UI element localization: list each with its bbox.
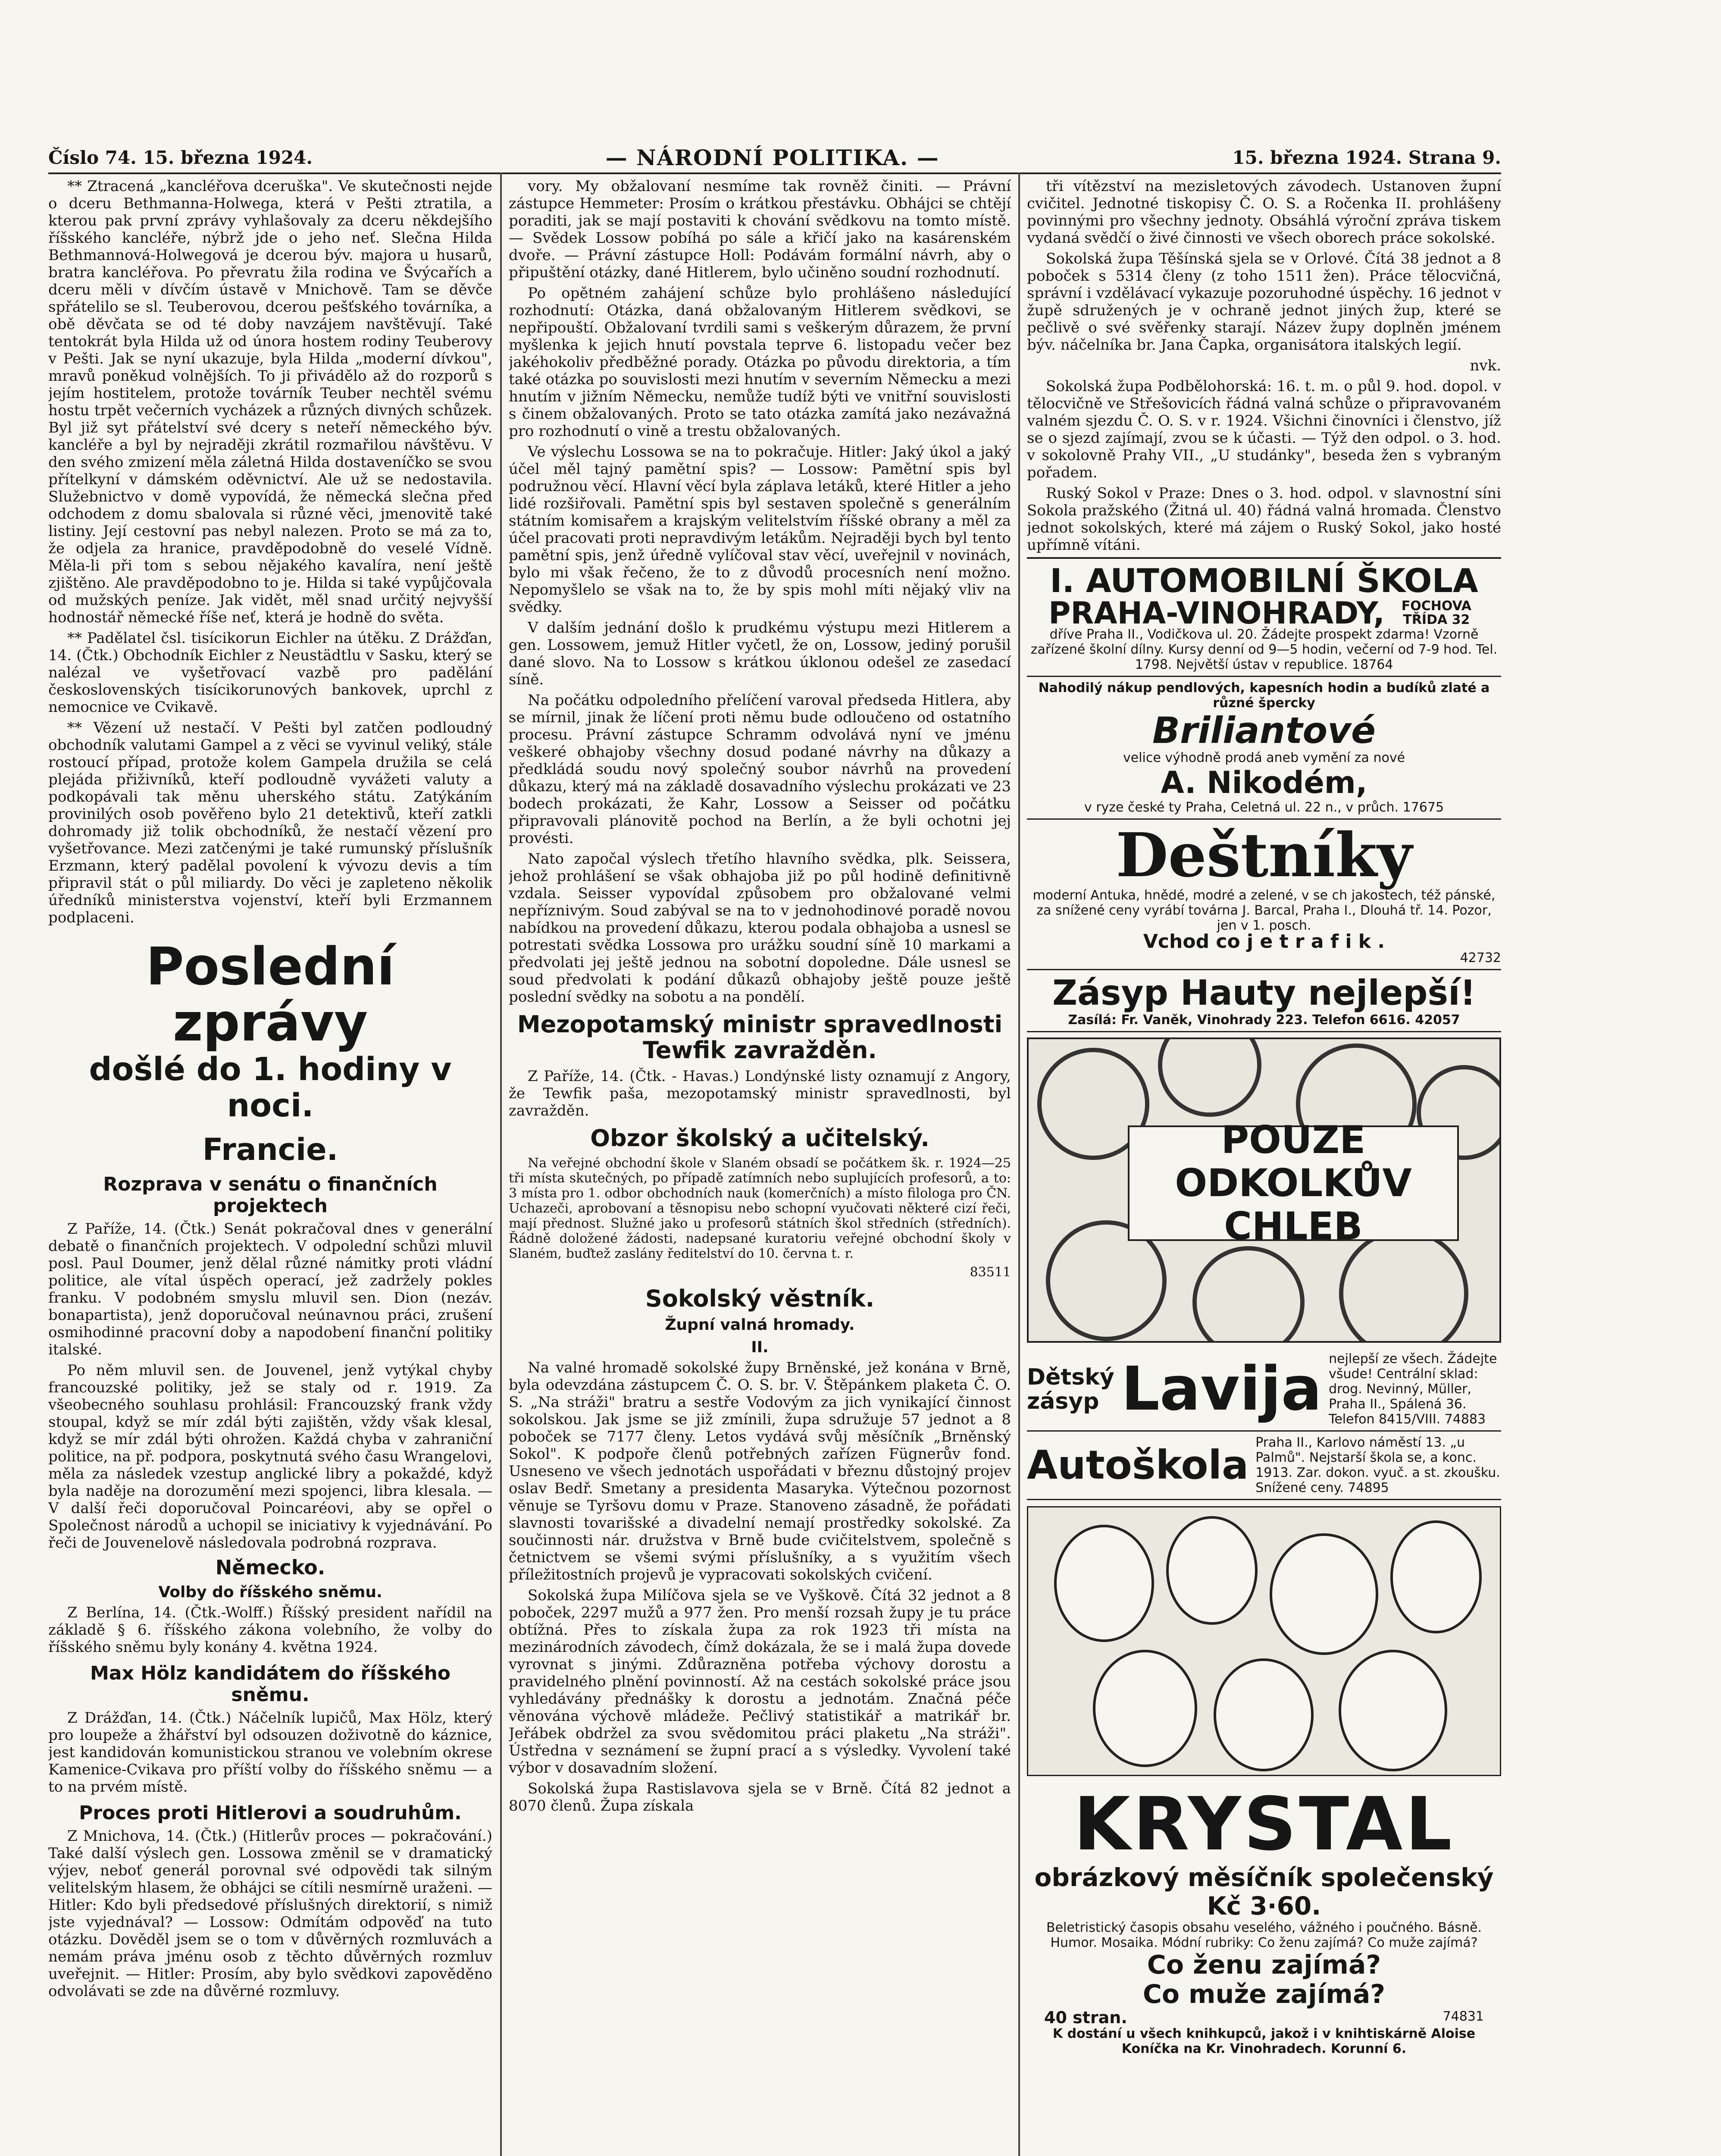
ad-title: Briliantové — [1152, 709, 1376, 752]
column-rule — [1018, 172, 1020, 2156]
ad-autoskola — [1027, 1432, 1501, 1500]
ad-word: CHLEB — [1224, 1204, 1363, 1248]
ad-line: Nahodilý nákup pendlových, kapesních hodin a budíků zlaté a různé špercky — [1038, 680, 1490, 711]
ad-entrance: Vchod co j e t r a f i k . — [1143, 931, 1385, 953]
header-date-page: 15. března 1924. Strana 9. — [1232, 147, 1501, 168]
article-headline: Rozprava v senátu o finančních projektech — [103, 1173, 438, 1217]
ad-powder-hauty — [1027, 970, 1501, 1032]
ad-number: 42732 — [1460, 950, 1501, 965]
ad-umbrellas — [1027, 820, 1501, 970]
ad-number: 74831 — [1443, 2009, 1484, 2024]
banner-title: Poslední zprávy — [146, 937, 395, 1053]
ad-krystal — [1027, 1782, 1501, 2060]
article-text: Sokolská župa Podbělohorská: 16. t. m. o půl 9. hod. dopol. v tělocvičně ve Střešovicích řádná valná schůze o připravovaném valném sjezdu Č. O. S. v r. 1924. Všichni činovníci i členstvo, jíž se o sjezd zajímají, zvou se k účasti. — Týž den odpol. o 3. hod. v sokolovně Prahy VII., „U studánky", beseda žen s vybraným pořadem. — [1027, 378, 1501, 481]
article-text: Po opětném zahájení schůze bylo prohlášeno následující rozhodnutí: Otázka, daná obžalovaným Hitlerem svědkovi, se nepřipouští. Obžalovaní tvrdili sami s veškerým důrazem, že první myšlenka k jejich hnutí povstala teprve 6. listopadu večer bez jakéhokoliv předběžné porady. Otázka po původu direktoria, a tím také otázka po souvislosti mezi hnutím v severním Německu a mezi hnutím v jižním Německu, nemůže tudíž býti ve vnitřní souvislosti s činem obžalovaných. Proto se tato otázka zamítá jako nezávažná pro rozhodnutí o vině a trestu obžalovaných. — [509, 285, 1011, 440]
ad-subtitle: obrázkový měsíčník společenský — [1034, 1863, 1494, 1892]
article-text: Ruský Sokol v Praze: Dnes o 3. hod. odpol. v slavnostní síni Sokola pražského (Žitná ul. 40) řádná valná hromada. Členstvo jednot sokolských, které má zájem o Ruský Sokol, jako hosté upřímně vítáni. — [1027, 485, 1501, 554]
ad-details: Beletristický časopis obsahu veselého, vážného i poučného. Básně. Humor. Mosaika. Módní rubriky: Co ženu zajímá? Co muže zajímá? — [1046, 1920, 1482, 1950]
section-title: Německo. — [215, 1556, 325, 1579]
ad-city: PRAHA-VINOHRADY, — [1048, 595, 1385, 631]
article-headline: Župní valná hromady. — [665, 1316, 855, 1334]
header-issue: Číslo 74. 15. března 1924. — [48, 147, 313, 168]
face-icon — [1339, 1650, 1447, 1771]
ad-title: Autoškola — [1027, 1442, 1249, 1488]
news-item: ** Padělatel čsl. tisícikorun Eichler na útěku. Z Drážďan, 14. (Čtk.) Obchodník Eichler z Neustädtlu v Sasku, který se nalézal ve vyšetřovací vazbě pro padělání československých tisícikorunových bankovek, uprchl z nemocnice ve Cvikavě. — [48, 630, 492, 716]
gear-icon — [1158, 1037, 1261, 1117]
article-text: Nato započal výslech třetího hlavního svědka, plk. Seissera, jehož prohlášení se však obhajoba již po půl hodině definitivně vzdala. Seisser vypovídal způsobem pro obžalované velmi nepříznivým. Soud zabýval se na to v jednohodinové poradě novou nabídkou na provedení důkazu, kterou podala obhajoba a usnesl se potrestati svědka Lossowa pro urážku soudní síně 10 markami a předvolati jej ještě jednou na sobotní dopoledne. Dále usnesl se soud předvolati k podání důkazů obhajoby ještě pouze ještě poslední svědky na sobotu a na pondělí. — [509, 850, 1011, 1006]
banner-subtitle: došlé do 1. hodiny v noci. — [89, 1051, 452, 1124]
ad-slogan: Co muže zajímá? — [1142, 1979, 1386, 2009]
ad-line: velice výhodně prodá aneb vymění za nové — [1123, 750, 1405, 765]
ad-street: FOCHOVA TŘÍDA 32 — [1401, 599, 1471, 627]
article-text: Sokolská župa Rastislavova sjela se v Brně. Čítá 82 jednot a 8070 členů. Župa získala — [509, 1780, 1011, 1814]
ad-number: 83511 — [970, 1265, 1011, 1280]
face-icon — [1054, 1525, 1154, 1642]
ad-details: moderní Antuka, hnědé, modré a zelené, v se ch jakostech, též pánské, za snížené ceny vyrábí továrna J. Barcal, Praha I., Dlouhá tř. 14. Pozor, jen v 1. posch. — [1033, 888, 1496, 933]
face-icon — [1270, 1533, 1378, 1655]
article-text: Sokolská župa Těšínská sjela se v Orlové. Čítá 38 jednot a 8 poboček s 5314 členy (z toho 1511 žen). Práce tělocvičná, správní i vzdělávací vykazuje pozoruhodné úspěchy. 16 jednot v župě sdružených je v ochraně jednot jiných žup, které se pečlivě o své svěřenky starají. Název župy doplněn jménem býv. náčelníka br. Jana Čapka, organisátora italských legií. — [1027, 250, 1501, 354]
face-icon — [1166, 1516, 1258, 1625]
article-headline: Proces proti Hitlerovi a soudruhům. — [79, 1802, 462, 1824]
ad-title: I. AUTOMOBILNÍ ŠKOLA — [1050, 561, 1478, 600]
column-rule — [500, 172, 502, 2156]
face-icon — [1390, 1520, 1482, 1633]
ad-title: Zásyp Hauty nejlepší! — [1052, 973, 1476, 1013]
article-headline: Max Hölz kandidátem do říšského sněmu. — [90, 1662, 451, 1706]
article-text: Sokolská župa Milíčova sjela se ve Vyškově. Čítá 32 jednot a 8 poboček, 2297 mužů a 977 žen. Pro menší rozsah župy je tu práce obtížná. Přes to získala župa za rok 1923 tři místa na mezinárodních závodech, čímž dokázala, že se i malá župa dovede vyrovnat s jinými. Zdůrazněna potřeba výchovy dorostu a pravidelného plnění povinností. Až na cestách sokolské práce jsou vyhledávány přednášky k dorostu a jednotám. Značná péče věnována výchově mládeže. Pečlivý statistikář a matrikář br. Jeřábek obdržel za svou svědomitou práci plaketu „Na stráži". Ústředna v seznámení se župní prací a s výsledky. Vyvolení také výbor v dosavadním složení. — [509, 1587, 1011, 1777]
ad-pages: 40 stran. — [1044, 2008, 1127, 2027]
article-text: Na veřejné obchodní škole v Slaném obsadí se počátkem šk. r. 1924—25 tři místa skutečných, po případě zatímních nebo suplujících profesorů, a to: 3 místa pro 1. odbor obchodních nauk (komerčních) a místo filologa pro ČN. Uchazeči, aprobovaní a těsnopisu nebo schopní vyučovati některé cizí řeči, mají přednost. Služné jako u profesorů státních škol středních (středních). Řádně doložené žádosti, nadepsané kuratoriu veřejné obchodní školy v Slaném, buďtež zaslány ředitelství do 10. června t. r. — [509, 1156, 1011, 1261]
article-text: V dalším jednání došlo k prudkému výstupu mezi Hitlerem a gen. Lossowem, jemuž Hitler vyčetl, že on, Lossow, jediný porušil dané slovo. Na to Lossow s krátkou úklonou odešel ze zasedací síně. — [509, 619, 1011, 688]
section-title: Sokolský věstník. — [645, 1285, 875, 1312]
news-item: ** Ztracená „kancléřova dceruška". Ve skutečnosti nejde o dceru Bethmanna-Holwega, která v Pešti ztratila, a kterou pak první zprávy vyhlašovaly za dceru někdejšího říšského kancléře, nýbrž jde o jeho neť. Slečna Hilda Bethmannová-Holwegová je dcerou býv. majora u husarů, bratra kancléřova. Po převratu žila rodina ve Švýcařích a dceru měli v dívčím ústavě v Mnichově. Tam se děvče spřátelilo se sl. Teuberovou, dcerou pešťského továrníka, a obě děvčata se od té doby navzájem navštěvují. Také tentokrát byla Hilda už od února hostem rodiny Teuberovy v Pešti. Jak se nyní ukazuje, byla Hilda „moderní dívkou", mravů poněkud volnějších. To ji přivádělo až do rozporů s jejím hostitelem, protože továrník Teuber nechtěl svému hostu trpět večerních vycházek a různých divných schůzek. Byl již syt přátelství své dcery s neteří německého býv. kancléře a byl by nejraději zkrátil rozmařilou návštěvu. V den svého zmizení měla záletná Hilda dostaveníčko se svou přítelkyní v dámském oděvnictví. Ale už se nedostavila. Služebnictvo v domě vypovídá, že německá slečna před odchodem z domu sbalovala si různé věci, jmenovitě také listiny. Její cestovní pas nebyl nalezen. Proto se má za to, že odjela za hranice, pravděpodobně do veselé Vídně. Měla-li při tom s sebou nějakého kavalíra, není ještě zjištěno. Ale pravděpodobno to je. Hilda si také vypůjčovala od mužských peníze. Jak vidět, měl snad určitý nejvyšší hodnostář německé říše neť, která je hodně do světa. — [48, 178, 492, 626]
latest-news-banner — [48, 939, 492, 1124]
news-item: ** Vězení už nestačí. V Pešti byl zatčen podloudný obchodník valutami Gampel a z věci se vyvinul veliký, stále rostoucí případ, protože kolem Gampela družila se celá plejáda přiživníků, kteří podloudně vyvážeti valuty a podkopávali tak měnu uherského státu. Zatýkáním provinilých osob pověřeno bylo 21 detektivů, kteří zatkli dohromady již tolik obchodníků, že nestačí vězení pro vyšetřovance. Mezi zatčenými je také rumunský příslušník Erzmann, který padělal povolení k vývozu devis a tím připravil stát o půl miliardy. Do věci je zapleteno několik úředníků ministerstva vojenství, kteří byli Erzmannem podplaceni. — [48, 719, 492, 926]
ad-title: Deštníky — [1116, 820, 1412, 891]
ad-details: Praha II., Karlovo náměstí 13. „u Palmů". Nejstarší škola se, a konc. 1913. Zar. dokon. vyuč. a st. zkoušku. Snížené ceny. 74895 — [1255, 1435, 1500, 1495]
article-text: Na valné hromadě sokolské župy Brněnské, jež konána v Brně, byla odevzdána zástupcem Č. O. S. br. V. Štěpánkem plaketa Č. O. S. „Na stráži" bratru a sestře Vodovým za jich vynikající činnost sokolskou. Jak jsme se již zmínili, župa sdružuje 57 jednot a 8 poboček se 7177 členy. Letos vydává svůj měsíčník „Brněnský Sokol". K podpoře členů potřebných zařízen Fügnerův fond. Usneseno ve všech jednotách uspořádati v březnu důstojný projev oslav Bedř. Smetany a presidenta Masaryka. Výtečnou pozornost věnuje se Tyršovu domu v Praze. Stanoveno zásadně, že pořádati slavnosti tovarišské a divadelní nemají prostředky sokolské. Za součinnosti nár. družstva v Brně bude cvičitelstvem, společně s četnictvem se všemi svými příslušníky, a s využitím všech příležitostních projevů je vypracovati sokolských cvičení. — [509, 1359, 1011, 1583]
ad-title: Lavija — [1121, 1354, 1322, 1424]
ad-price: Kč 3·60. — [1207, 1891, 1321, 1921]
gear-icon — [1192, 1246, 1305, 1343]
column-2 — [509, 178, 1011, 2156]
ad-merchant: A. Nikodém, — [1161, 765, 1367, 800]
article-text: Z Mnichova, 14. (Čtk.) (Hitlerův proces — pokračování.) Také další výslech gen. Lossowa změnil se v dramatický výjev, neboť generál porovnal své odpovědi tak silným velitelským hlasem, že obhájci se cítili nesmírně uraženi. — Hitler: Kdo byli předsedové příslušných direktorií, s nimiž jste vyjednával? — Lossow: Odmítám odpověď na tuto otázku. Dověděl jsem se o tom v důvěrných rozmluvách a nemám práva jménu osob z těchto důvěrných rozmluv uveřejnit. — Hitler: Prosím, aby bylo svědkovi zapověděno odvolávati se zde na důvěrné rozmluvy. — [48, 1827, 492, 2000]
article-headline: Volby do říšského sněmu. — [158, 1583, 382, 1601]
article-text: Z Berlína, 14. (Čtk.-Wolff.) Říšský president nařídil na základě § 6. říšského zákona volebního, že volby do říšského sněmu byly konány 4. května 1924. — [48, 1604, 492, 1656]
ad-title: KRYSTAL — [1073, 1782, 1455, 1867]
ad-address: v ryze české ty Praha, Celetná ul. 22 n., v průch. 17675 — [1084, 800, 1444, 815]
article-text: Ve výslechu Lossowa se na to pokračuje. Hitler: Jaký úkol a jaký účel měl tajný pamětní spis? — Lossow: Pamětní spis byl podružnou věcí. Hlavní věcí byla záplava letáků, které Hitler a jeho lidé rozšiřovali. Pamětní spis byl sestaven společně s generálním státním komisařem a krajským velitelstvím říšské obrany a měl za účel pracovati proti nepravdivým letákům. Nejraději bych byl tento pamětní spis, jenž úředně vylíčoval stav věcí, uveřejnil v novinách, bylo mi však řečeno, že to z důvodů procesních není možno. Nepomyšlelo se však na to, že by spis mohl míti nějaký vliv na svědky. — [509, 443, 1011, 616]
caricature-illustration — [1027, 1506, 1501, 1776]
author-signature: nvk. — [1470, 357, 1501, 374]
section-title: Francie. — [202, 1132, 338, 1167]
ad-details: Zasílá: Fr. Vaněk, Vinohrady 223. Telefon 6616. 42057 — [1068, 1012, 1460, 1028]
column-1 — [48, 178, 492, 2156]
section-title: Obzor školský a učitelský. — [590, 1125, 929, 1152]
ad-details: dříve Praha II., Vodičkova ul. 20. Žádejte prospekt zdarma! Vzorně zařízené školní dílny. Kursy denní od 9—5 hodin, večerní od 7-9 hod. Tel. 1798. Největší ústav v republice. 18764 — [1030, 627, 1498, 672]
page-header — [48, 142, 1501, 174]
ad-diamonds — [1027, 677, 1501, 820]
article-text: Po něm mluvil sen. de Jouvenel, jenž vytýkal chyby francouzské politiky, jež se staly od r. 1919. Za všeobecného souhlasu prohlásil: Francouzský frank vždy stoupal, když se mír zdál býti zajištěn, vždy však klesal, když se mír zdál býti ohrožen. Každá chyba v zahraniční politice, na př. podpora, poskytnutá svého času Wrangelovi, měla za následek vzestup anglické libry a pokaždé, když byla naděje na dorozumění mezi spojenci, libra klesala. — V další řeči doporučoval Poincaréovi, aby se opřel o Společnost národů a uchopil se iniciativy k vyjednávání. Po řeči de Jouvenelově následovala podrobná rozprava. — [48, 1362, 492, 1551]
article-text: Z Paříže, 14. (Čtk.) Senát pokračoval dnes v generální debatě o finančních projektech. V odpolední schůzi mluvil posl. Paul Doumer, jenž dělal různé námitky proti vládní politice, ale vítal úspěch operací, jež zadržely pokles franku. V podobném smyslu mluvil sen. Dion (nezáv. bonapartista), jenž doporučoval neúnavnou práci, zrušení osmihodinné pracovní doby a napodobení finanční politiky italské. — [48, 1220, 492, 1358]
ad-odkolek-bread — [1027, 1037, 1501, 1343]
ad-details: nejlepší ze všech. Žádejte všude! Centrální sklad: drog. Nevinný, Müller, Praha II., Spálená 36. Telefon 8415/VIII. 74883 — [1329, 1351, 1497, 1427]
ad-driving-school — [1027, 557, 1501, 677]
article-headline: Mezopotamský ministr spravedlnosti Tewfik zavražděn. — [517, 1011, 1003, 1064]
ad-slogan: Co ženu zajímá? — [1147, 1950, 1381, 1980]
ad-availability: K dostání u všech knihkupců, jakož i v knihtiskárně Aloise Koníčka na Kr. Vinohradech. Korunní 6. — [1052, 2026, 1476, 2056]
ad-word: ODKOLKŮV — [1175, 1161, 1412, 1205]
article-text: Na počátku odpoledního přelíčení varoval předseda Hitlera, aby se mírnil, jinak že líčení proti němu bude odloučeno od ostatního procesu. Právní zástupce Schramm odvolává nyní ve jménu veškeré obhajoby všechny dosud podané návrhy na důkazy a předkládá soudu nový společný soubor návrhů na provedení důkazu, který má na základě dosavadního výslechu prokázati ve 23 bodech prokázati, že Kahr, Lossow a Seisser od počátku připravovali plánovitě pochod na Berlín, a že byli ochotni jej provésti. — [509, 692, 1011, 847]
article-text: tři vítězství na mezisletových závodech. Ustanoven župní cvičitel. Jednotné tiskopisy Č. O. S. a Ročenka II. prohlášeny povinnými pro všechny jednoty. Obsáhlá výroční zpráva tiskem vydaná svědčí o živé činnosti ve všech oborech práce sokolské. — [1027, 178, 1501, 247]
article-text: vory. My obžalovaní nesmíme tak rovněž činiti. — Právní zástupce Hemmeter: Prosím o krátkou přestávku. Obhájci se chtějí poraditi, jak se mají postaviti k chování svědkovu na tomto místě. — Svědek Lossow pobíhá po sále a křičí jako na kasárenském dvoře. — Právní zástupce Holl: Podávám formální návrh, aby o připuštění otázky, dané Hitlerem, bylo učiněno soudní rozhodnutí. — [509, 178, 1011, 281]
face-icon — [1093, 1650, 1197, 1767]
face-icon — [1214, 1658, 1314, 1771]
header-masthead: — NÁRODNÍ POLITIKA. — — [605, 144, 939, 170]
ad-label: Dětský zásyp — [1027, 1364, 1114, 1414]
column-3 — [1027, 178, 1501, 2156]
article-text: Z Paříže, 14. (Čtk. - Havas.) Londýnské listy oznamují z Angory, že Tewfik paša, mezopotamský ministr spravedlnosti, byl zavražděn. — [509, 1068, 1011, 1119]
ad-slogan — [1128, 1118, 1459, 1248]
article-text: Z Drážďan, 14. (Čtk.) Náčelník lupičů, Max Hölz, který pro loupeže a žhářství byl odsouzen doživotně do káznice, jest kandidován komunistickou stranou ve volebním okrese Kamenice-Cvikava pro příští volby do říšského sněmu — a to na prvém místě. — [48, 1709, 492, 1796]
article-part-number: II. — [751, 1338, 769, 1356]
ad-lavija-powder — [1027, 1348, 1501, 1432]
ad-word: POUZE — [1221, 1118, 1366, 1162]
